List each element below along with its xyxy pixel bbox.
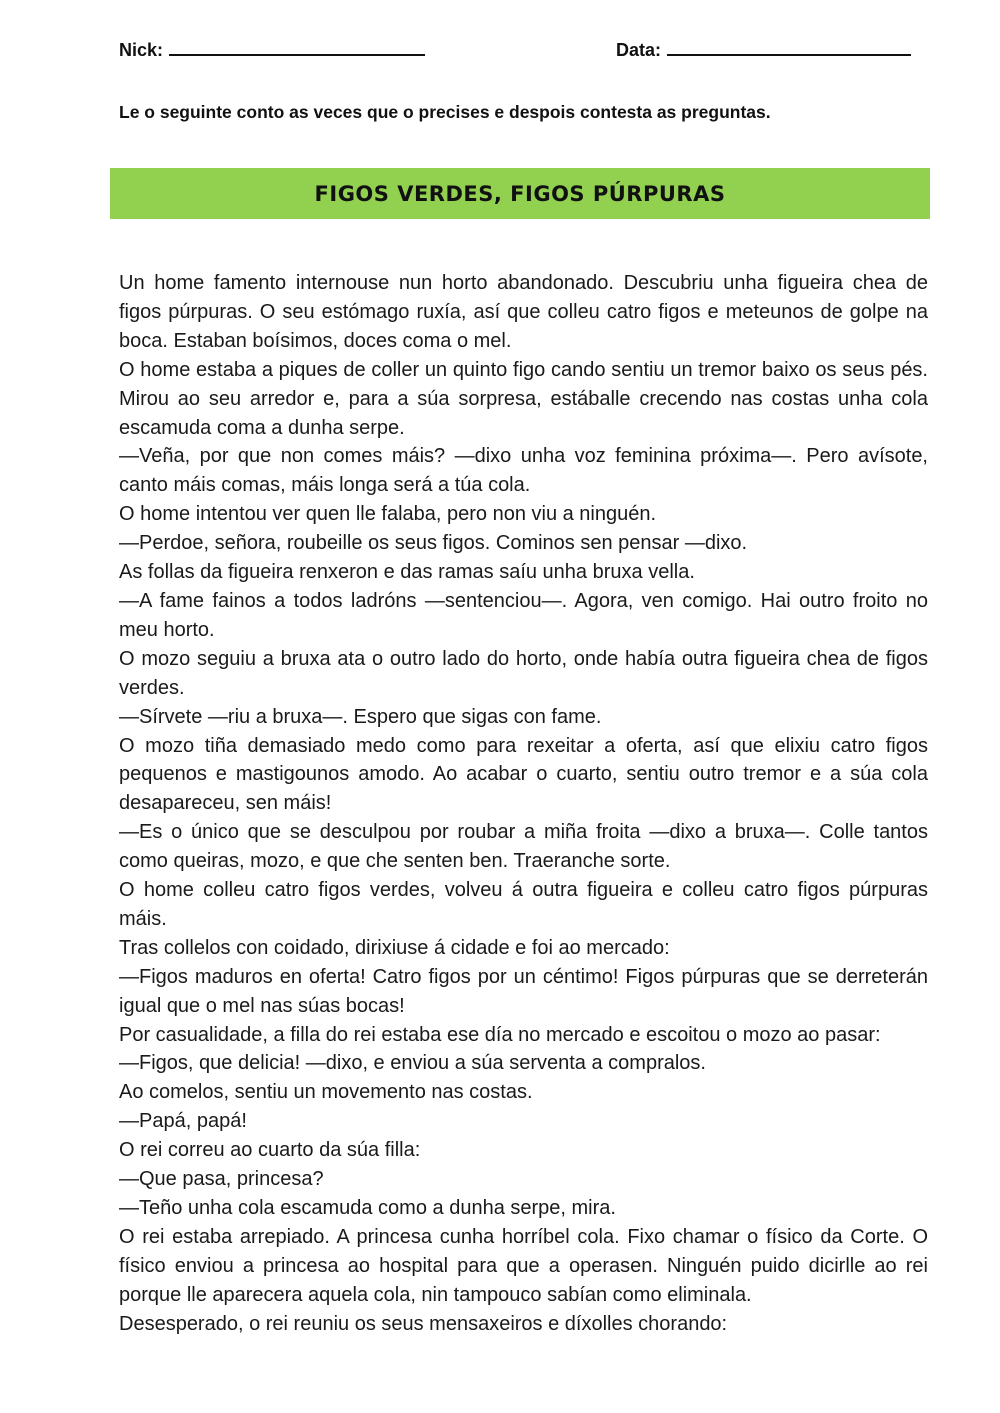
story-title: FIGOS VERDES, FIGOS PÚRPURAS bbox=[314, 181, 726, 206]
story-paragraph: Ao comelos, sentiu un movemento nas costas. bbox=[119, 1081, 533, 1104]
story-paragraph: Desesperado, o rei reuniu os seus mensaxeiros e díxolles chorando: bbox=[119, 1312, 728, 1335]
story-paragraph: O mozo seguiu a bruxa ata o outro lado do horto, onde había outra figueira chea de figos verdes. bbox=[119, 647, 928, 699]
story-paragraph: —Es o único que se desculpou por roubar a miña froita —dixo a bruxa—. Colle tantos como queiras, mozo, e que che senten ben. Traeranche sorte. bbox=[119, 821, 928, 873]
story-paragraph: O rei estaba arrepiado. A princesa cunha horríbel cola. Fixo chamar o físico da Corte. O físico enviou a princesa ao hospital para que a operasen. Ninguén puido dicirlle ao rei porque lle aparecera aquela cola, nin tampouco sabían como eliminala. bbox=[119, 1225, 928, 1306]
story-paragraph: O home colleu catro figos verdes, volveu á outra figueira e colleu catro figos púrpuras máis. bbox=[119, 879, 928, 930]
story-paragraph: —A fame fainos a todos ladróns —sentenciou—. Agora, ven comigo. Hai outro froito no meu horto. bbox=[119, 589, 928, 641]
nick-blank-line[interactable] bbox=[169, 40, 425, 56]
nick-field[interactable] bbox=[119, 40, 425, 61]
story-paragraph: —Sírvete —riu a bruxa—. Espero que sigas con fame. bbox=[119, 705, 602, 728]
story-paragraph: O home intentou ver quen lle falaba, pero non viu a ninguén. bbox=[119, 503, 657, 526]
story-paragraph: —Veña, por que non comes máis? —dixo unha voz feminina próxima—. Pero avísote, canto máis comas, máis longa será a túa cola. bbox=[119, 445, 928, 497]
story-paragraph: —Perdoe, señora, roubeille os seus figos. Cominos sen pensar —dixo. bbox=[119, 532, 748, 555]
story-paragraph: O home estaba a piques de coller un quinto figo cando sentiu un tremor baixo os seus pés. Mirou ao seu arredor e, para a súa sorpresa, estáballe crecendo nas costas unha cola escamuda coma a dunha serpe. bbox=[119, 358, 928, 439]
story-paragraph: Tras collelos con coidado, dirixiuse á cidade e foi ao mercado: bbox=[119, 936, 670, 959]
story-paragraph: Por casualidade, a filla do rei estaba ese día no mercado e escoitou o mozo ao pasar: bbox=[119, 1023, 881, 1046]
story-paragraph: O rei correu ao cuarto da súa filla: bbox=[119, 1139, 421, 1162]
story-paragraph: —Figos, que delicia! —dixo, e enviou a súa serventa a compralos. bbox=[119, 1052, 706, 1075]
story-paragraph: Un home famento internouse nun horto abandonado. Descubriu unha figueira chea de figos púrpuras. O seu estómago ruxía, así que colleu catro figos e meteunos de golpe na boca. Estaban boísimos, doces coma o mel. bbox=[119, 272, 928, 352]
student-info-row bbox=[119, 40, 919, 68]
date-label: Data: bbox=[616, 40, 662, 60]
title-banner bbox=[110, 168, 930, 219]
instructions-text: Le o seguinte conto as veces que o precises e despois contesta as preguntas. bbox=[119, 102, 771, 122]
story-paragraph: —Figos maduros en oferta! Catro figos por un céntimo! Figos púrpuras que se derreterán igual que o mel nas súas bocas! bbox=[119, 965, 928, 1017]
story-paragraph: —Que pasa, princesa? bbox=[119, 1168, 324, 1191]
story-paragraph: —Papá, papá! bbox=[119, 1110, 247, 1133]
date-blank-line[interactable] bbox=[667, 40, 911, 56]
story-paragraph: As follas da figueira renxeron e das ramas saíu unha bruxa vella. bbox=[119, 561, 695, 584]
story-paragraph: O mozo tiña demasiado medo como para rexeitar a oferta, así que elixiu catro figos pequenos e mastigounos amodo. Ao acabar o cuarto, sentiu outro tremor e a súa cola desapareceu, sen máis! bbox=[119, 734, 928, 815]
date-field[interactable] bbox=[616, 40, 911, 61]
story-body bbox=[119, 269, 928, 1339]
nick-label: Nick: bbox=[119, 40, 164, 60]
story-paragraph: —Teño unha cola escamuda como a dunha serpe, mira. bbox=[119, 1197, 616, 1219]
